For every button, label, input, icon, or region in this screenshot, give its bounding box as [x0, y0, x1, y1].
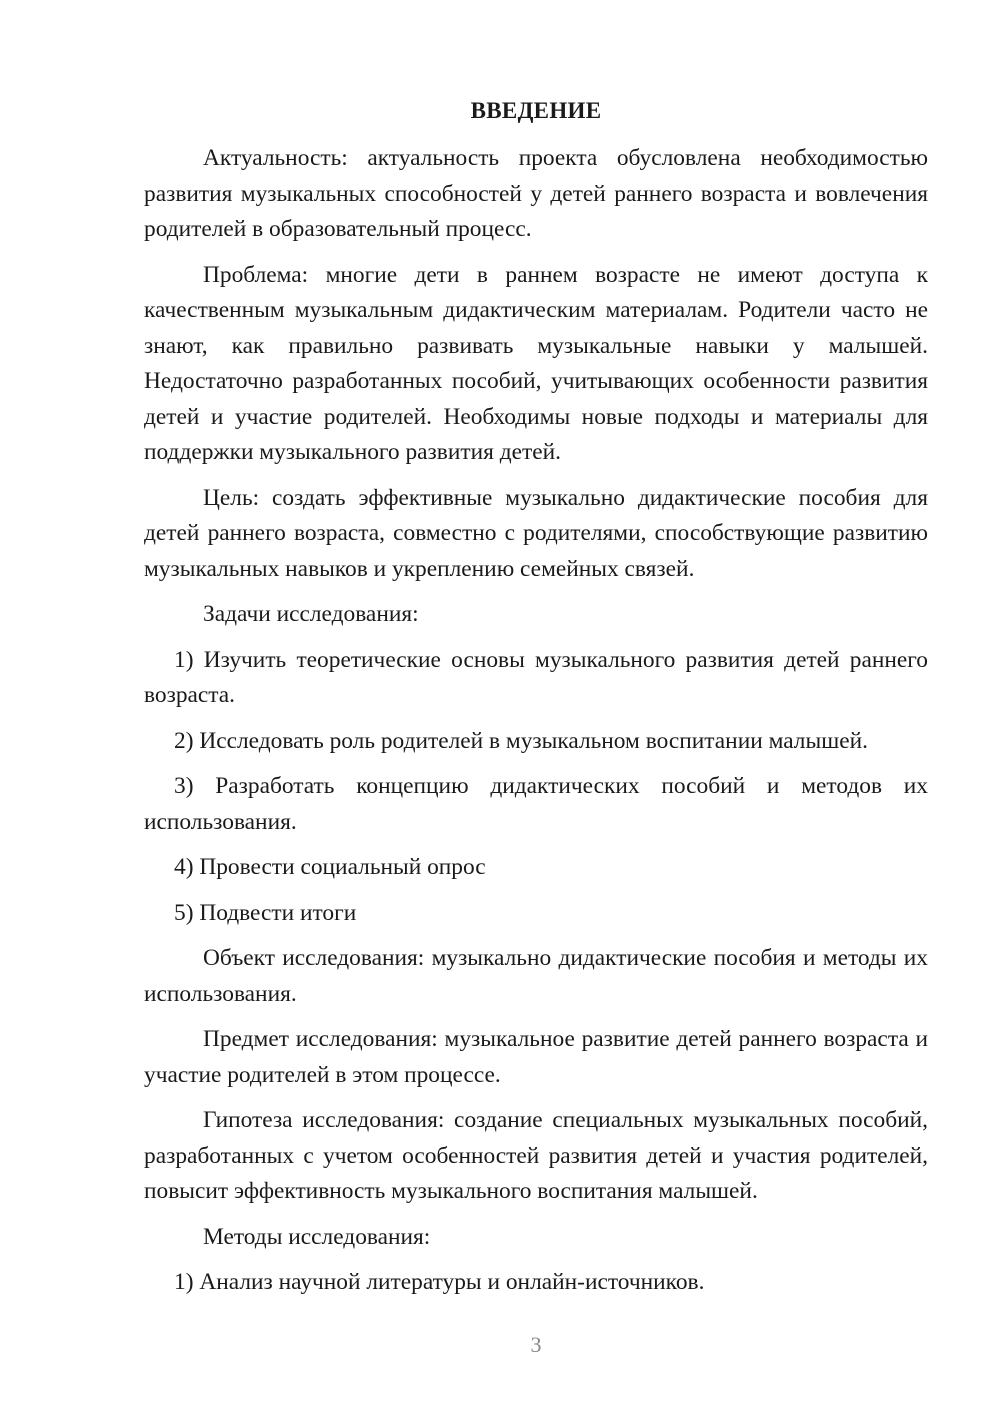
paragraph-subject: Предмет исследования: музыкальное развитие детей раннего возраста и участие родителей в этом процессе.: [144, 1026, 928, 1088]
task-item-2: 2) Исследовать роль родителей в музыкальном воспитании малышей.: [174, 727, 868, 754]
tasks-heading: Задачи исследования:: [203, 601, 419, 627]
paragraph-goal: Цель: создать эффективные музыкально дидактические пособия для детей раннего возраста, совместно с родителями, способствующие развитию музыкальных навыков и укреплению семейных связей.: [144, 484, 928, 582]
paragraph-problem: Проблема: многие дети в раннем возрасте не имеют доступа к качественным музыкальным дидактическим материалам. Родители часто не знают, как правильно развивать музыкальные навыки у малышей. Недостаточно разработанных пособий, учитывающих особенности развития детей и участие родителей. Необходимы новые подходы и материалы для поддержки музыкального развития детей.: [144, 261, 928, 465]
page-number: 3: [530, 1332, 542, 1357]
document-page: [144, 0, 928, 1414]
document-body: [144, 141, 928, 1311]
page-title: ВВЕДЕНИЕ: [470, 98, 602, 123]
paragraph-relevance: Актуальность: актуальность проекта обусловлена необходимостью развития музыкальных способностей у детей раннего возраста и вовлечения родителей в образовательный процесс.: [144, 145, 928, 242]
task-item-3: 3) Разработать концепцию дидактических пособий и методов их использования.: [144, 773, 928, 835]
methods-heading: Методы исследования:: [203, 1223, 431, 1250]
task-item-1: 1) Изучить теоретические основы музыкального развития детей раннего возраста.: [144, 646, 928, 708]
method-item-1: 1) Анализ научной литературы и онлайн-источников.: [174, 1269, 705, 1295]
paragraph-object: Объект исследования: музыкально дидактические пособия и методы их использования.: [144, 945, 928, 1007]
task-item-4: 4) Провести социальный опрос: [174, 854, 486, 880]
task-item-5: 5) Подвести итоги: [174, 899, 357, 926]
paragraph-hypothesis: Гипотеза исследования: создание специальных музыкальных пособий, разработанных с учетом особенностей развития детей и участия родителей, повысит эффективность музыкального воспитания малышей.: [144, 1107, 928, 1204]
